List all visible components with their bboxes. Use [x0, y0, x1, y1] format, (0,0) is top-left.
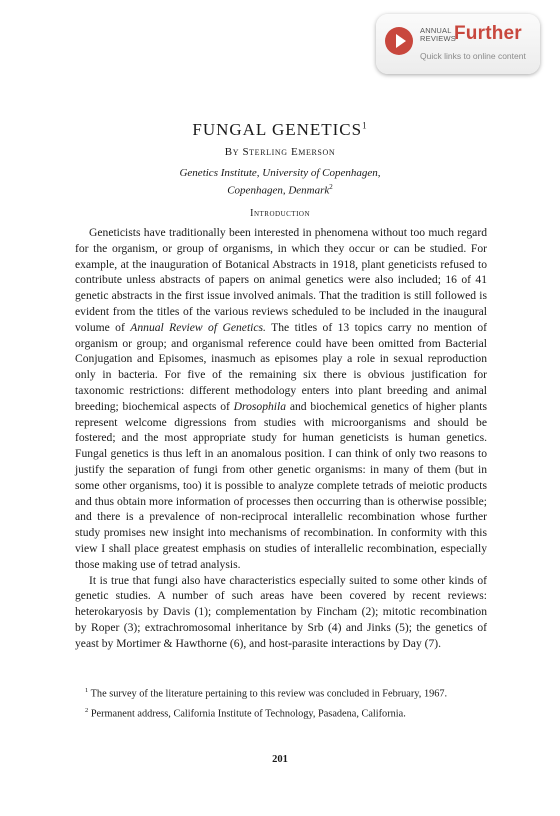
section-heading-introduction: Introduction [249, 208, 311, 219]
paragraph-1-part-3: and biochemical genetics of higher plants represent welcome digressions from studies with microorganisms and should be fostered; and the most appropriate study for human geneticists is human genetics. Fungal genetics is thus left in an anomalous position. I can think of only two reasons to justify the separation of fungi from other genetic organisms: in many of them (but in some other organisms, too) it is possible to analyze complete tetrads of meiotic products and thus obtain more information of processes then occurring than is otherwise possible; and there is a prevalence of non-reciprocal interallelic recombination whose further study promises new insight into mechanisms of recombination. In conformity with this view I shall place greatest emphasis on studies of interallelic recombination, especially those making use of tetrad analysis. [75, 399, 487, 571]
footnote-2 [75, 704, 487, 721]
paragraph-1-part-2: The titles of 13 topics carry no mention of organism or group; and organismal reference could have been omitted from Bacterial Conjugation and Episomes, inasmuch as episomes play a role in sexual reproduction only in bacteria. For five of the remaining six there is obvious justification for taxonomic restrictions: different methodology enters into plant breeding and animal breeding; biochemical aspects of [75, 320, 488, 413]
journal-name: Annual Review of Genetics. [130, 320, 266, 334]
page-number: 201 [272, 754, 288, 765]
badge-reviews-text: REVIEWS [420, 34, 456, 43]
footnote-1 [75, 684, 487, 701]
footnote-1-mark: 1 [85, 687, 89, 694]
affiliation [0, 166, 560, 198]
badge-further-text: Further [454, 23, 522, 44]
footnote-2-mark: 2 [85, 707, 89, 715]
annual-reviews-logo [420, 27, 456, 43]
article-title-text: FUNGAL GENETICS [192, 120, 363, 139]
footnote-1-text: The survey of the literature pertaining to this review was concluded in February, 1967. [88, 688, 448, 700]
paragraph-2: It is true that fungi also have characteristics especially suited to some other kinds of genetic studies. A number of such areas have been covered by recent reviews: heterokaryosis by Davis (1); complementation by Fincham (2); mitotic recombination by Roper (3); extrachromosomal inheritance by Srb (4) and Jinks (5); the genetics of yeast by Mortimer & Hawthorne (6), and host-parasite interactions by Day (7). [75, 573, 487, 650]
paragraph-1 [75, 225, 487, 573]
title-footnote-mark: 1 [362, 120, 368, 131]
author-byline: By Sterling Emerson [224, 146, 336, 158]
badge-annual-text: ANNUAL [420, 26, 452, 35]
play-icon [385, 27, 413, 55]
footnotes [75, 684, 487, 724]
affiliation-footnote-mark: 2 [329, 183, 333, 191]
further-links-badge[interactable] [376, 14, 540, 74]
affiliation-line-2: Copenhagen, Denmark [227, 184, 330, 197]
article-title [0, 120, 560, 140]
article-body [75, 225, 487, 652]
badge-subtitle: Quick links to online content [420, 51, 526, 61]
affiliation-line-1: Genetics Institute, University of Copenhagen, [179, 167, 381, 179]
footnote-2-text: Permanent address, California Institute of Technology, Pasadena, California. [88, 708, 406, 720]
paragraph-1-part-1: Geneticists have traditionally been interested in phenomena without too much regard for the organism, or group of organisms, in which they occur or can be studied. For example, at the inauguration of Botanical Abstracts in 1918, plant geneticists refused to contribute unless abstracts of papers on animal genetics were also included; 16 of 41 genetic abstracts in the first issue involved animals. That the tradition is still followed is evident from the titles of the various reviews scheduled to be included in the inaugural volume of [75, 226, 487, 334]
genus-name: Drosophila [233, 399, 287, 413]
